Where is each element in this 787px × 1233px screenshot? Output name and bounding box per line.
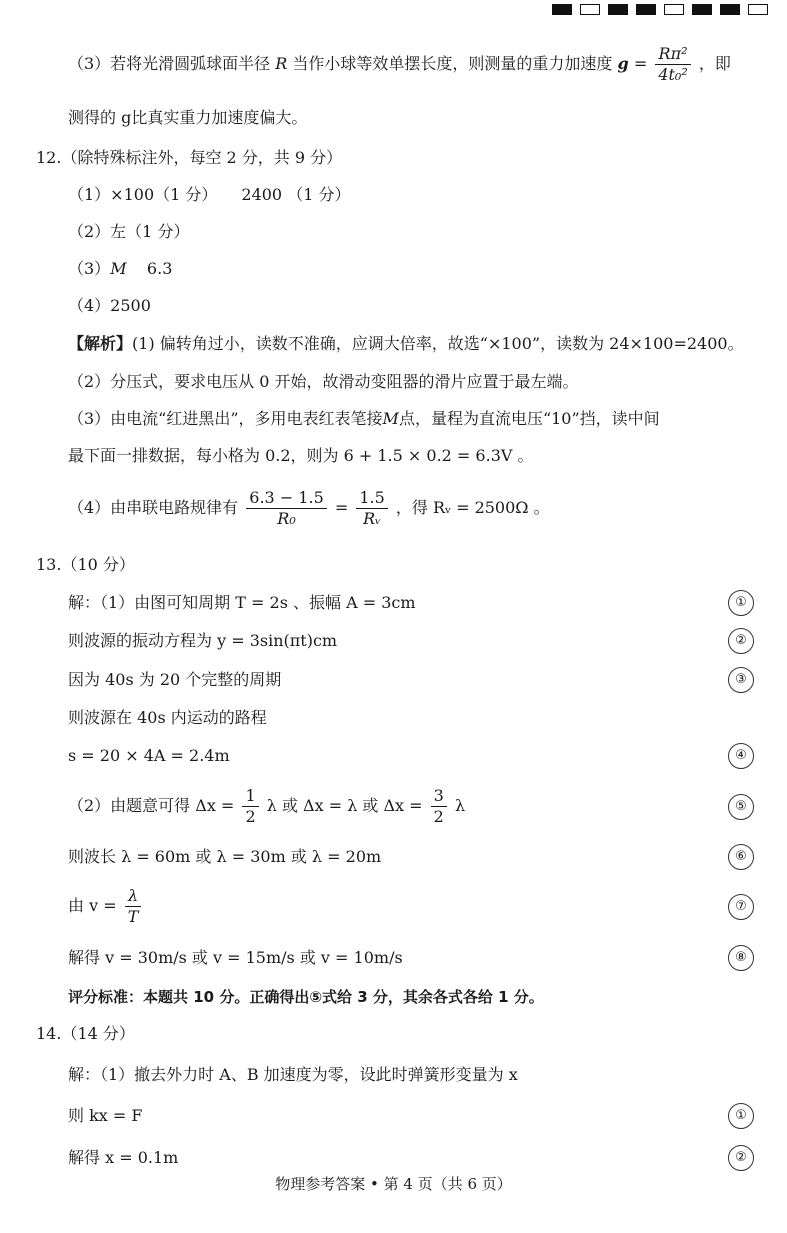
- q13-line-9: 解得 v = 30m/s 或 v = 15m/s 或 v = 10m/s: [68, 948, 403, 967]
- q11-part3-line2: 测得的 g比真实重力加速度偏大。: [68, 108, 308, 127]
- q14-line-3: 解得 x = 0.1m: [68, 1148, 179, 1167]
- fraction: $\frac{1.5}{\text{Rᵥ}}$: [356, 488, 387, 529]
- q13-title: 13.（10 分）: [36, 555, 135, 574]
- circled-number: ①: [728, 1103, 754, 1129]
- q12-title: 12.（除特殊标注外，每空 2 分，共 9 分）: [36, 148, 343, 167]
- mark-filled: [720, 4, 740, 15]
- circled-number: ④: [728, 743, 754, 769]
- circled-number: ②: [728, 1145, 754, 1171]
- circled-number: ⑧: [728, 945, 754, 971]
- q13-line-1: 解：（1）由图可知周期 T = 2s 、振幅 A = 3cm: [68, 593, 416, 612]
- q14-line-2: 则 kx = F: [68, 1106, 143, 1125]
- mark-empty: [580, 4, 600, 15]
- fraction: $\frac{\text{Rπ²}}{\text{4t₀²}}$: [655, 44, 690, 85]
- q13-line-4: 则波源在 40s 内运动的路程: [68, 708, 267, 727]
- fraction: $\frac{\lambda}{T}$: [125, 886, 142, 927]
- mark-filled: [636, 4, 656, 15]
- q12-analysis-3: （3）由电流“红进黑出”，多用电表红表笔接M点，量程为直流电压“10”挡，读中间: [68, 409, 660, 428]
- q13-scoring-standard: 评分标准：本题共 10 分。正确得出⑤式给 3 分，其余各式各给 1 分。: [68, 988, 544, 1006]
- q13-line-8: 由 v = $\frac{\lambda}{T}$: [68, 884, 144, 928]
- circled-number: ⑤: [728, 794, 754, 820]
- fraction: $\frac{1}{2}$: [242, 786, 258, 827]
- q12-analysis-4: （4）由串联电路规律有 $\frac{6.3 - 1.5}{\text{R₀}}$ = $\frac{1.5}{\text{Rᵥ}}$ ，得 Rᵥ = 2500Ω 。: [68, 488, 550, 528]
- q13-line-3: 因为 40s 为 20 个完整的周期: [68, 670, 282, 689]
- circled-number: ⑦: [728, 894, 754, 920]
- fraction: $\frac{6.3 - 1.5}{\text{R₀}}$: [246, 488, 326, 529]
- mark-filled: [608, 4, 628, 15]
- q13-line-2: 则波源的振动方程为 y = 3sin(πt)cm: [68, 631, 338, 650]
- mark-empty: [748, 4, 768, 15]
- circled-number: ①: [728, 590, 754, 616]
- q12-analysis-1: 【解析】(1) 偏转角过小，读数不准确，应调大倍率，故选“×100”，读数为 24×100=2400。: [68, 334, 744, 353]
- q14-line-1: 解：（1）撤去外力时 A、B 加速度为零，设此时弹簧形变量为 x: [68, 1065, 518, 1084]
- circled-number: ③: [728, 667, 754, 693]
- fraction: $\frac{3}{2}$: [431, 786, 447, 827]
- q12-answer-2: （2）左（1 分）: [68, 222, 190, 241]
- q14-title: 14.（14 分）: [36, 1024, 135, 1043]
- q13-line-7: 则波长 λ = 60m 或 λ = 30m 或 λ = 20m: [68, 847, 382, 866]
- q12-answer-4: （4）2500: [68, 296, 151, 315]
- circled-number: ②: [728, 628, 754, 654]
- mark-filled: [552, 4, 572, 15]
- q12-answer-3: （3）M 6.3: [68, 259, 173, 278]
- mark-filled: [692, 4, 712, 15]
- mark-empty: [664, 4, 684, 15]
- q12-analysis-2: （2）分压式，要求电压从 0 开始，故滑动变阻器的滑片应置于最左端。: [68, 372, 579, 391]
- page-footer: 物理参考答案 • 第 4 页（共 6 页）: [275, 1175, 512, 1193]
- q11-part3-line1: （3）若将光滑圆弧球面半径 R 当作小球等效单摆长度，则测量的重力加速度 g = $\frac{\text{Rπ²}}{\text{4t₀²}}$ ，即: [68, 44, 731, 84]
- circled-number: ⑥: [728, 844, 754, 870]
- q13-line-6: （2）由题意可得 Δx = $\frac{1}{2}$ λ 或 Δx = λ 或 Δx = $\frac{3}{2}$ λ: [68, 786, 466, 826]
- q12-analysis-3-line2: 最下面一排数据，每小格为 0.2，则为 6 + 1.5 × 0.2 = 6.3V 。: [68, 446, 534, 465]
- q13-line-5: s = 20 × 4A = 2.4m: [68, 746, 230, 765]
- q12-answer-1: （1）×100（1 分） 2400 （1 分）: [68, 185, 351, 204]
